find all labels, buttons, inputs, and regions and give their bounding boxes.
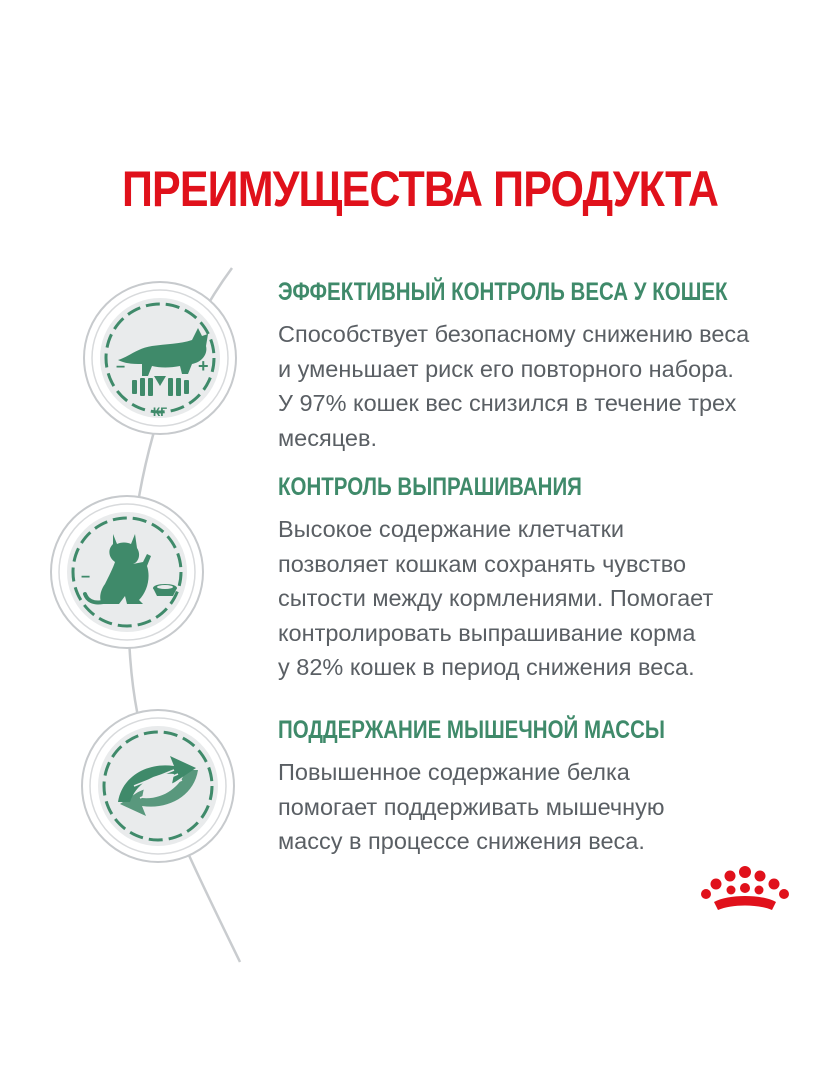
benefit-line: у 82% кошек в период снижения веса. bbox=[278, 654, 695, 680]
minus-label: − bbox=[116, 359, 126, 376]
plus-label: + bbox=[198, 356, 209, 376]
page-title: ПРЕИМУЩЕСТВА ПРОДУКТА bbox=[121, 161, 719, 217]
benefit-line: месяцев. bbox=[278, 424, 377, 451]
benefit-line: Повышенное содержание белка bbox=[278, 759, 630, 785]
benefit-description bbox=[278, 512, 798, 685]
benefit-line: контролировать выпрашивание корма bbox=[278, 619, 696, 646]
benefit-begging-control bbox=[278, 470, 798, 685]
benefit-line: помогает поддерживать мышечную bbox=[278, 793, 665, 820]
benefit-title: ПОДДЕРЖАНИЕ МЫШЕЧНОЙ МАССЫ bbox=[278, 716, 665, 744]
benefit-line: Высокое содержание клетчатки bbox=[278, 516, 625, 542]
benefit-line: массу в процессе снижения веса. bbox=[278, 828, 645, 854]
svg-text:−: − bbox=[81, 569, 91, 586]
benefit-description bbox=[278, 317, 798, 455]
benefit-line: Способствует безопасному снижению веса bbox=[278, 321, 750, 347]
benefit-title: ЭФФЕКТИВНЫЙ КОНТРОЛЬ ВЕСА У КОШЕК bbox=[278, 278, 728, 306]
begging-cat-icon bbox=[47, 492, 207, 652]
benefit-line: и уменьшает риск его повторного набора. bbox=[278, 355, 734, 382]
kg-label: КГ bbox=[152, 405, 168, 419]
benefit-muscle-support bbox=[278, 713, 798, 859]
benefit-title: КОНТРОЛЬ ВЫПРАШИВАНИЯ bbox=[278, 473, 582, 501]
muscle-support-icon bbox=[78, 706, 238, 866]
weight-control-cat-icon bbox=[80, 278, 240, 438]
benefit-weight-control bbox=[278, 275, 798, 455]
royal-crown-logo bbox=[698, 864, 792, 916]
benefit-line: сытости между кормлениями. Помогает bbox=[278, 585, 714, 611]
benefit-line: У 97% кошек вес снизился в течение трех bbox=[278, 390, 737, 416]
benefit-description bbox=[278, 755, 798, 859]
benefit-line: позволяет кошкам сохранять чувство bbox=[278, 550, 687, 577]
